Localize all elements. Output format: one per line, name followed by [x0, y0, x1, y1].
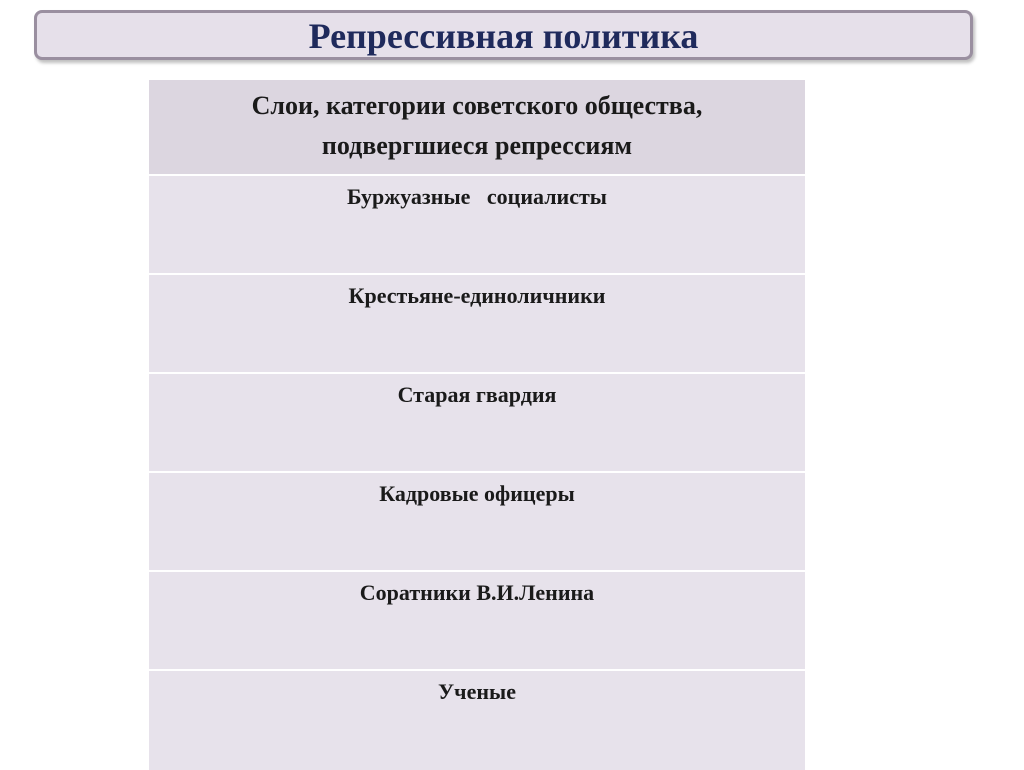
table-header-line-2: подвергшиеся репрессиям [321, 131, 633, 160]
table-header-text [252, 86, 703, 166]
repression-table [148, 80, 806, 770]
table-cell: Буржуазные социалисты [347, 184, 607, 209]
title-banner [34, 10, 973, 60]
table-cell: Ученые [438, 679, 516, 704]
table-cell: Крестьяне-единоличники [348, 283, 606, 308]
page-title: Репрессивная политика [308, 16, 699, 56]
table-row [149, 176, 805, 275]
table-row [149, 572, 805, 671]
table-row [149, 473, 805, 572]
table-cell: Кадровые офицеры [379, 481, 575, 506]
table-header [149, 80, 805, 176]
table-row [149, 275, 805, 374]
table-cell: Старая гвардия [397, 382, 557, 407]
table-cell: Соратники В.И.Ленина [359, 580, 595, 605]
table-header-line-1: Слои, категории советского общества, [251, 91, 703, 120]
table-row [149, 671, 805, 770]
table-row [149, 374, 805, 473]
